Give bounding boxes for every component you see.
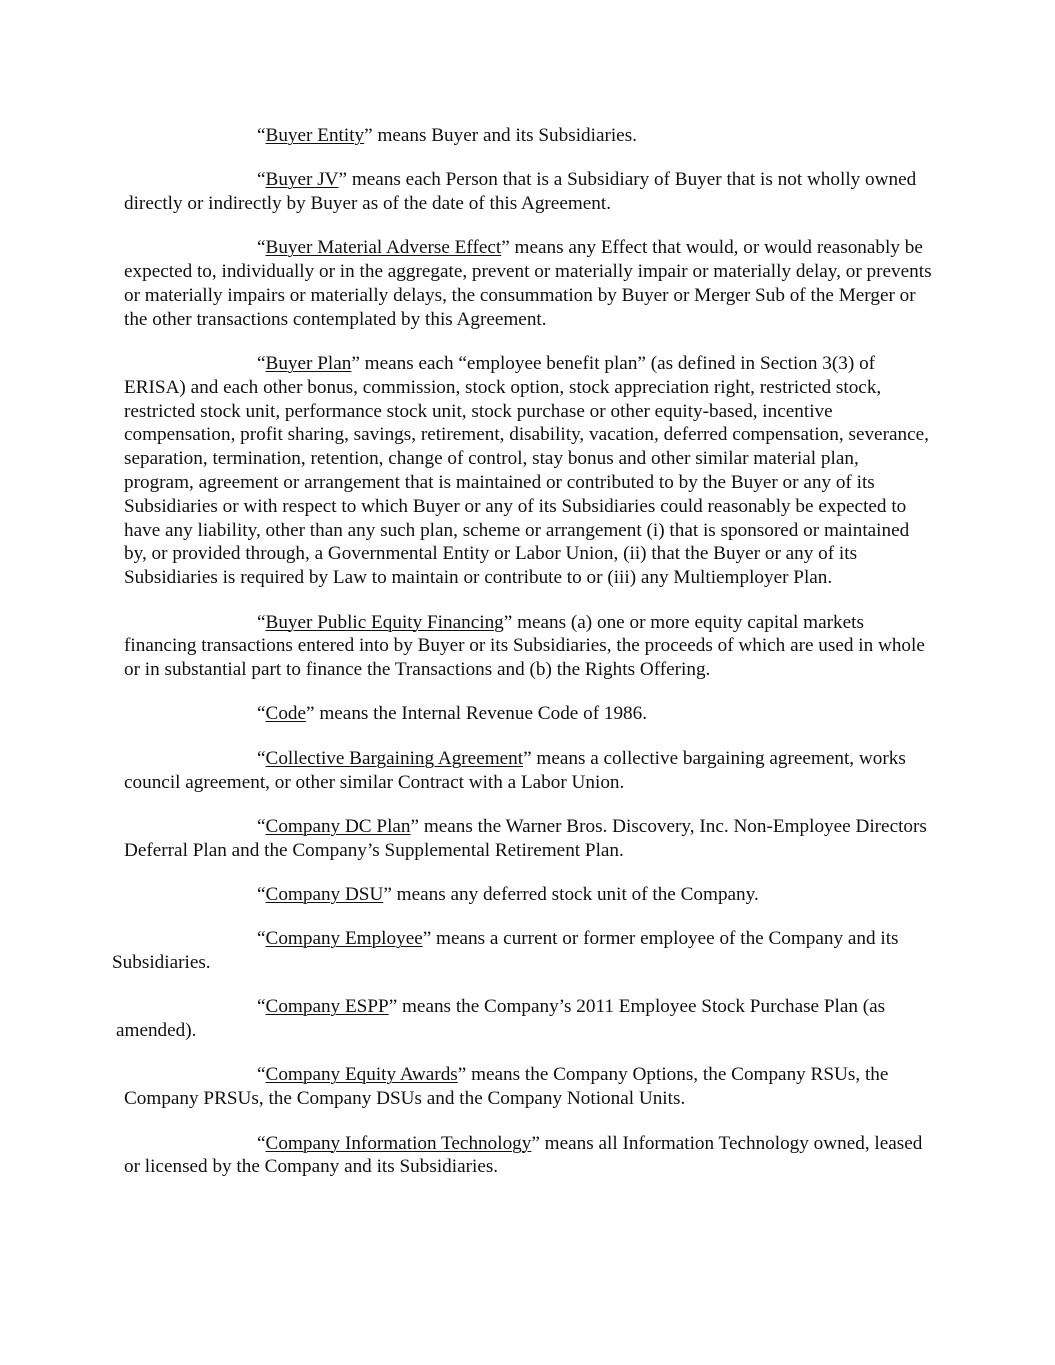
defined-term: Company DC Plan: [265, 815, 411, 837]
definition-text: ” means Buyer and its Subsidiaries.: [364, 125, 637, 146]
definition-collective-bargaining-agreement: “Collective Bargaining Agreement” means a collective bargaining agreement, works council agreement, or other similar Contract with a Labor Union.: [124, 747, 906, 793]
definition-text: ” means a collective bargaining agreement, works council agreement, or other similar Contract with a Labor Union.: [124, 747, 906, 793]
definition-company-dsu: “Company DSU” means any deferred stock unit of the Company.: [257, 883, 759, 905]
definition-text: ” means any Effect that would, or would reasonably be expected to, individually or in the aggregate, prevent or materially impair or materially delay, or prevents or materially impairs or materially delays, the consummation by Buyer or Merger Sub of the Merger or the other transactions contemplated by this Agreement.: [124, 237, 932, 330]
definition-company-espp: “Company ESPP” means the Company’s 2011 Employee Stock Purchase Plan (as amended).: [116, 996, 886, 1042]
defined-term: Company Employee: [265, 928, 423, 950]
definition-text: ” means (a) one or more equity capital markets financing transactions entered into by Buyer or its Subsidiaries, the proceeds of which are used in whole or in substantial part to finance the Transactions and (b) the Rights Offering.: [124, 611, 925, 681]
definition-text: ” means the Company’s 2011 Employee Stock Purchase Plan (as amended).: [116, 996, 886, 1042]
definition-text: ” means the Company Options, the Company RSUs, the Company PRSUs, the Company DSUs and the Company Notional Units.: [124, 1064, 889, 1110]
definition-company-information-technology: “Company Information Technology” means all Information Technology owned, leased or licensed by the Company and its Subsidiaries.: [124, 1132, 923, 1178]
definition-buyer-entity: “Buyer Entity” means Buyer and its Subsidiaries.: [257, 125, 637, 146]
definition-company-dc-plan: “Company DC Plan” means the Warner Bros. Discovery, Inc. Non-Employee Directors Deferral Plan and the Company’s Supplemental Retirement Plan.: [124, 815, 927, 861]
definition-text: ” means a current or former employee of the Company and its Subsidiaries.: [112, 928, 899, 974]
defined-term: Buyer Entity: [265, 125, 365, 146]
definition-text: ” means the Warner Bros. Discovery, Inc. Non-Employee Directors Deferral Plan and the Company’s Supplemental Retirement Plan.: [124, 815, 927, 861]
defined-term: Buyer JV: [265, 169, 339, 191]
definition-text: ” means any deferred stock unit of the Company.: [383, 883, 759, 905]
defined-term: Buyer Public Equity Financing: [265, 611, 504, 633]
document-page: [112, 124, 932, 1200]
defined-term: Company ESPP: [265, 996, 389, 1018]
defined-term: Collective Bargaining Agreement: [265, 747, 524, 769]
definition-text: ” means each “employee benefit plan” (as defined in Section 3(3) of ERISA) and each other bonus, commission, stock option, stock appreciation right, restricted stock, restricted stock unit, performance stock unit, stock purchase or other equity-based, incentive compensation, profit sharing, savings, retirement, disability, vacation, deferred compensation, severance, separation, termination, retention, change of control, stay bonus and other similar material plan, program, agreement or arrangement that is maintained or contributed to by the Buyer or any of its Subsidiaries or with respect to which Buyer or any of its Subsidiaries could reasonably be expected to have any liability, other than any such plan, scheme or arrangement (i) that is sponsored or maintained by, or provided through, a Governmental Entity or Labor Union, (ii) that the Buyer or any of its Subsidiaries is required by Law to maintain or contribute to or (iii) any Multiemployer Plan.: [124, 353, 929, 589]
definition-company-equity-awards: “Company Equity Awards” means the Company Options, the Company RSUs, the Company PRSUs, the Company DSUs and the Company Notional Units.: [124, 1064, 889, 1110]
definition-code: “Code” means the Internal Revenue Code of 1986.: [257, 703, 648, 725]
defined-term: Company Equity Awards: [265, 1064, 458, 1086]
definition-text: ” means all Information Technology owned, leased or licensed by the Company and its Subsidiaries.: [124, 1132, 923, 1178]
defined-term: Company Information Technology: [265, 1132, 532, 1154]
definition-text: ” means the Internal Revenue Code of 1986.: [306, 703, 648, 725]
definition-buyer-material-adverse-effect: “Buyer Material Adverse Effect” means any Effect that would, or would reasonably be expected to, individually or in the aggregate, prevent or materially impair or materially delay, or prevents or materially impairs or materially delays, the consummation by Buyer or Merger Sub of the Merger or the other transactions contemplated by this Agreement.: [124, 237, 932, 330]
definition-buyer-public-equity-financing: “Buyer Public Equity Financing” means (a) one or more equity capital markets financing transactions entered into by Buyer or its Subsidiaries, the proceeds of which are used in whole or in substantial part to finance the Transactions and (b) the Rights Offering.: [124, 611, 925, 681]
defined-term: Code: [265, 703, 307, 725]
definition-buyer-jv: “Buyer JV” means each Person that is a Subsidiary of Buyer that is not wholly owned directly or indirectly by Buyer as of the date of this Agreement.: [124, 169, 917, 215]
defined-term: Buyer Plan: [265, 353, 352, 375]
defined-term: Company DSU: [265, 883, 384, 905]
defined-term: Buyer Material Adverse Effect: [265, 237, 502, 259]
definition-text: ” means each Person that is a Subsidiary of Buyer that is not wholly owned directly or indirectly by Buyer as of the date of this Agreement.: [124, 169, 917, 215]
definition-company-employee: “Company Employee” means a current or former employee of the Company and its Subsidiaries.: [112, 928, 899, 974]
definition-buyer-plan: “Buyer Plan” means each “employee benefit plan” (as defined in Section 3(3) of ERISA) and each other bonus, commission, stock option, stock appreciation right, restricted stock, restricted stock unit, performance stock unit, stock purchase or other equity-based, incentive compensation, profit sharing, savings, retirement, disability, vacation, deferred compensation, severance, separation, termination, retention, change of control, stay bonus and other similar material plan, program, agreement or arrangement that is maintained or contributed to by the Buyer or any of its Subsidiaries or with respect to which Buyer or any of its Subsidiaries could reasonably be expected to have any liability, other than any such plan, scheme or arrangement (i) that is sponsored or maintained by, or provided through, a Governmental Entity or Labor Union, (ii) that the Buyer or any of its Subsidiaries is required by Law to maintain or contribute to or (iii) any Multiemployer Plan.: [124, 353, 929, 589]
